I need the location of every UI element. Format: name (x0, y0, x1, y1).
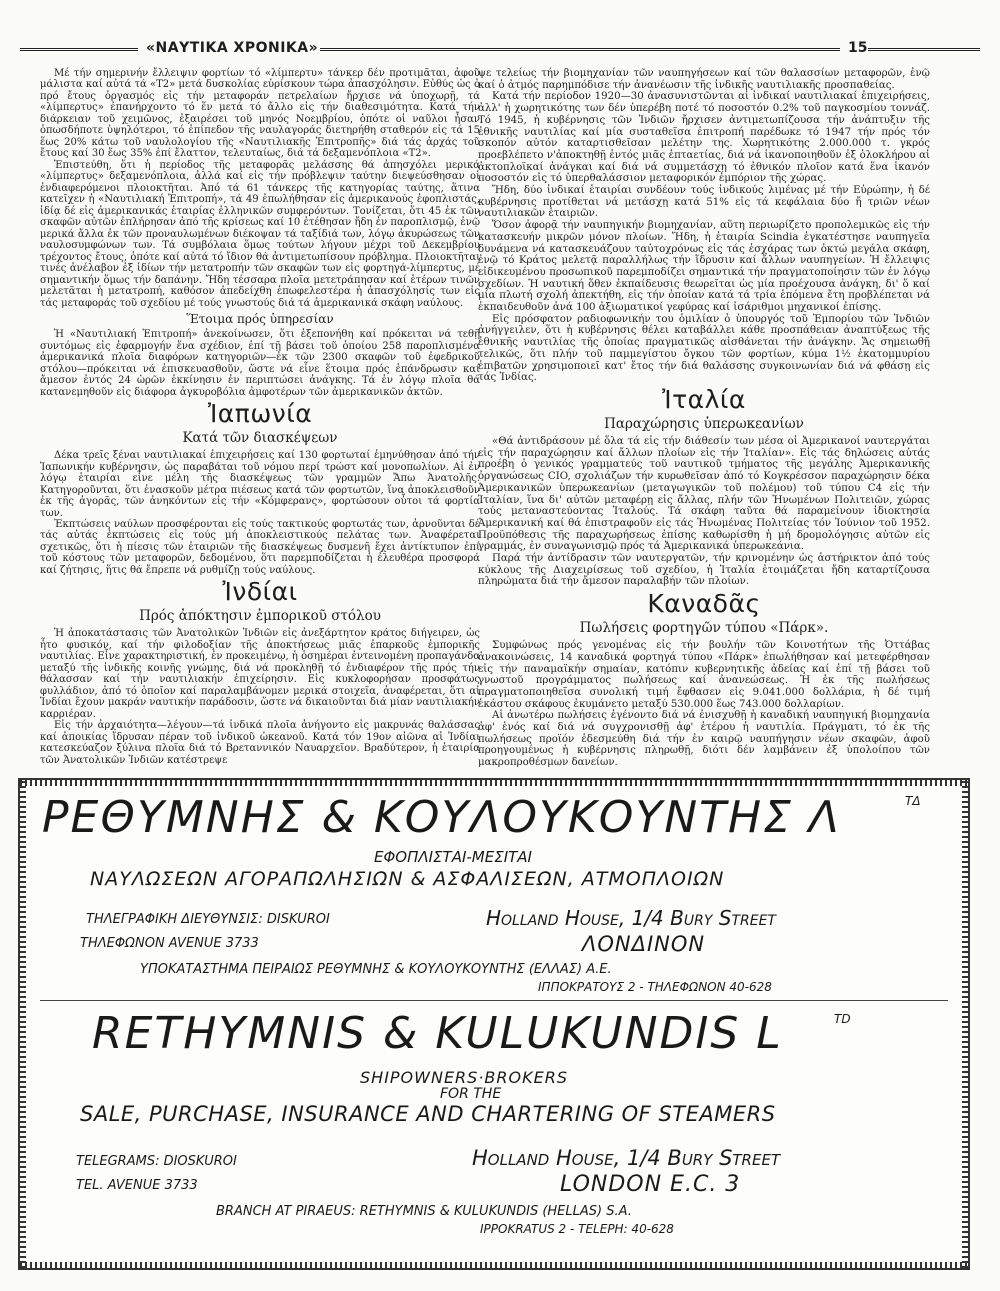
paragraph: Αἱ ἀνωτέρω πωλήσεις ἐγένοντο διά νά ἐνισχυθῇ ἡ καναδική ναυπηγική βιομηχανία ἀφ' ἑνός καί διά νά συγχρονισθῇ ἀφ' ἑτέρου ἡ ναυτιλία. Πράγματι, τό ἐκ τῆς πωλήσεως προϊόν ἐδεσμεύθη διά τήν ἐν καιρῷ ναυπήγησιν νέων σκαφῶν, ἀφοῦ προηγουμένως ἡ κυβέρνησις πληρωθῇ, διότι δέν λαμβάνειν ἐξ ὑπολοίπου τῶν μακροπροθέσμων δανείων. (478, 710, 930, 769)
right-column (478, 68, 930, 769)
subheading-ready: Ἕτοιμα πρός ὑπηρεσίαν (186, 312, 334, 327)
paragraph: Κατά τήν περίοδον 1920—30 ἀνασυνιστῶνται αἱ ἰνδικαί ναυτιλιακαί ἐπιχειρήσεις, ἀλλ' ἡ χωρητικότης των δέν ὑπερέβη ποτέ τό ποσοστόν 0.2% τοῦ παγκοσμίου τοννάζ. Τό 1945, ἡ κυβέρνησις τῶν Ἰνδιῶν ἤρχισεν ἀντιμετωπίζουσα τήν ἀνάπτυξιν τῆς ἐθνικῆς ναυτιλίας καί μία συσταθεῖσα ἐπιτροπή παρέδωκε τό 1947 τήν πρός τόν σκοπόν αὐτόν καταρτισθεῖσαν μελέτην της. Χωρητικότης 2.000.000 τ. γκρός προεβλέπετο ν'ἀποκτηθῇ ἐντός μιᾶς ἑπταετίας, διά νά ἱκανοποιηθοῦν ἐξ ὁλοκλήρου αἱ ἀκτοπλοϊκαί ἀνάγκαι καί διά νά συμμετάσχῃ τό ἐθνικόν πλοῖον κατά ἕνα ἱκανόν ποσοστόν εἰς τό ὑπερθαλάσσιον μεταφορικόν ἐμπόριον τῆς χώρας. (478, 91, 930, 185)
paragraph: Δέκα τρεῖς ξέναι ναυτιλιακαί ἐπιχειρήσεις καί 130 φορτωταί ἐμηνύθησαν ἀπό τήν Ἰαπωνικήν κυβέρνησιν, ὡς παραβάται τοῦ νόμου περί τρώστ καί μονοπωλίων. Αἱ ἐν λόγῳ ἑταιρίαι εἶνε μέλη τῆς διασκέψεως τῶν γραμμῶν Ἄπω Ἀνατολῆς. Κατηγοροῦνται, ὅτι ἐνασκοῦν μέτρα πιέσεως κατά τῶν φορτωτῶν, ἵνα ἀποκλεισθοῦν ἐκ τῆς ἀγορᾶς, τῶν ἀνηκόντων εἰς τήν «Κόμφερανς», φορτώσουν οὗτοι τά φορτία των. (40, 450, 480, 519)
paragraph: Μέ τήν σημερινήν ἔλλειψιν φορτίων τό «λίμπερτυ» τάνκερ δέν προτιμᾶται, ἀφοῦ μάλιστα καί αὐτά τά «Τ2» μετά δυσκολίας εὑρίσκουν τώρα ἀπασχόλησιν. Εὐθύς ὡς ὁ πρό ἔτους ὀργασμός εἰς τήν μεταφοράν πετρελαίων ἤρχισε νά ὑποχωρῇ, τά «λίμπερτυς» ἐπανήρχοντο τό ἕν μετά τό ἄλλο εἰς τήν διαθεσιμότητα. Κατά τήν διάρκειαν τοῦ χειμῶνος, ἐξαιρέσει τοῦ μηνός Νοεμβρίου, ὁπότε οἱ ναῦλοι ἦσαν ὁπωσδήποτε ὑψηλότεροι, τό ἐπίπεδον τῆς ναυλαγοράς διετηρήθη σταθερόν εἰς τά 15 ἕως 20% κάτω τοῦ ναυλολογίου τῆς «Ναυτιλιακῆς Ἐπιτροπῆς» διά τάς ἀρχάς τοῦ ἔτους καί 30 ἕως 35% ἐπί ἔλαττον, τελευταίως, διά τά δεξαμενόπλοια «Τ2». (40, 68, 480, 160)
subheading-canada: Πωλήσεις φορτηγῶν τύπου «Πάρκ». (579, 620, 829, 637)
border-ticks-bottom (20, 1262, 968, 1268)
english-company-suffix: TD (834, 1012, 851, 1026)
greek-phone: ΤΗΛΕΦΩΝΟΝ AVENUE 3733 (80, 936, 259, 951)
subheading-japan: Κατά τῶν διασκέψεων (182, 430, 338, 447)
header-rule-left (20, 48, 138, 51)
greek-city: ΛΟΝΔΙΝΟΝ (582, 932, 706, 956)
english-branch: BRANCH AT PIRAEUS: RETHYMNIS & KULUKUNDIS (HELLAS) S.A. (216, 1204, 632, 1219)
greek-tagline: ΕΦΟΠΛΙΣΤΑΙ-ΜΕΣΙΤΑΙ (374, 848, 532, 866)
english-city: LONDON E.C. 3 (560, 1172, 741, 1197)
english-address: Holland House, 1/4 Bury Street (472, 1146, 781, 1170)
greek-address: Holland House, 1/4 Bury Street (486, 906, 776, 930)
english-tagline: SHIPOWNERS·BROKERS (360, 1068, 568, 1087)
paragraph: Παρά τήν ἀντίδρασιν τῶν ναυτεργατῶν, τήν κρινομένην ὡς ἀστήρικτον ἀπό τούς κύκλους τῆς Διαχειρίσεως τοῦ σχεδίου, ἡ Ἰταλία ἑτοιμάζεται ἤδη καταρτίζουσα πληρώματα διά τήν ἄμεσον παραλαβήν τῶν πλοίων. (478, 553, 930, 588)
publication-title: «ΝΑΥΤΙΚΑ ΧΡΟΝΙΚΑ» (146, 40, 319, 56)
heading-japan: Ἰαπωνία (207, 399, 313, 429)
left-column (40, 68, 480, 766)
heading-italy: Ἰταλία (662, 384, 746, 414)
heading-canada: Καναδᾶς (647, 589, 761, 619)
english-company-name: RETHYMNIS & KULUKUNDIS L (92, 1008, 783, 1059)
heading-india: Ἰνδίαι (222, 577, 298, 607)
page-number: 15 (848, 40, 868, 56)
header-rule-middle (320, 48, 840, 51)
english-tel: TEL. AVENUE 3733 (76, 1178, 198, 1193)
header-rule-right (868, 48, 980, 51)
greek-company-name: ΡΕΘΥΜΝΗΣ & ΚΟΥΛΟΥΚΟΥΝΤΗΣ Λ (42, 792, 841, 843)
paragraph: Ἐκπτώσεις ναύλων προσφέρονται εἰς τούς τακτικούς φορτωτάς των, ἀρνοῦνται δέ τάς αὐτάς ἐκπτώσεις εἰς τούς μή ἀποκλειστικούς πελάτας των. Ἀναφέρεται σχετικῶς, ὅτι ἡ πίεσις τῶν ἑταιριῶν τῆς διασκέψεως δυσμενῆ ἔχει ἀντίκτυπον ἐπί τοῦ κόστους τῶν μεταφορῶν, δεδομένου, ὅτι παρεμποδίζεται ἡ ἐλευθέρα προσφορά καί ζήτησις, ἥτις θά ἔπρεπε νά ρυθμίζῃ τούς ναύλους. (40, 518, 480, 576)
paragraph: Ἡ «Ναυτιλιακή Ἐπιτροπή» ἀνεκοίνωσεν, ὅτι ἐξεπονήθη καί πρόκειται νά τεθῇ συντόμως εἰς ἐφαρμογήν ἕνα σχέδιον, ἐπί τῇ βάσει τοῦ ὁποίου 258 παροπλισμένα ἀμερικανικά πλοῖα διαφόρων κατηγοριῶν—ἐκ τῶν 2300 σκαφῶν τοῦ ἐφεδρικοῦ στόλου—πρόκειται νά ἐπισκευασθοῦν, ὥστε νά εἶνε ἕτοιμα πρός ἐπάνδρωσιν καί ἄμεσον ἐντός 24 ὡρῶν ἐκκίνησιν ἐν περιπτώσει ἀνάγκης. Τά ἐν λόγῳ πλοῖα θά κατανεμηθοῦν εἰς διάφορα ἀγκυροβόλια ἀμφοτέρων τῶν ἀμερικανικῶν ἀκτῶν. (40, 329, 480, 398)
border-ticks-right (962, 780, 968, 1268)
greek-telegraph: ΤΗΛΕΓΡΑΦΙΚΗ ΔΙΕΥΘΥΝΣΙΣ: DISKUROI (86, 912, 330, 927)
greek-branch: ΥΠΟΚΑΤΑΣΤΗΜΑ ΠΕΙΡΑΙΩΣ ΡΕΘΥΜΝΗΣ & ΚΟΥΛΟΥΚΟΥΝΤΗΣ (ΕΛΛΑΣ) Α.Ε. (140, 962, 612, 977)
advertisement-box (18, 778, 970, 1270)
advert-divider (40, 1000, 948, 1001)
subheading-india: Πρός ἀπόκτησιν ἐμπορικοῦ στόλου (139, 608, 381, 625)
greek-company-suffix: ΤΔ (905, 794, 921, 808)
paragraph: ψε τελείως τήν βιομηχανίαν τῶν ναυπηγήσεων καί τῶν θαλασσίων μεταφορῶν, ἐνῷ καί ὁ ἀτμός παρημπόδισε τήν ἀνανέωσιν τῆς ἰνδικῆς ναυτιλιακῆς προσπαθείας. (478, 68, 930, 91)
english-services: SALE, PURCHASE, INSURANCE AND CHARTERING OF STEAMERS (80, 1102, 776, 1126)
english-for-the: FOR THE (440, 1086, 502, 1102)
paragraph: Ἐπιστεύθη, ὅτι ἡ περίοδος τῆς μεταφορᾶς μελάσσης θά ἀπησχόλει μερικά «λίμπερτυς» δεξαμενόπλοια, ἀλλά καί εἰς τήν πρόβλεψιν ταύτην διεψεύσθησαν οἱ ἐνδιαφερόμενοι πλοιοκτῆται. Ἀπό τά 61 τάνκερς τῆς κατηγορίας ταύτης, ἅτινα κατεῖχεν ἡ «Ναυτιλιακή Ἐπιτροπή», τά 49 ἐπωλήθησαν εἰς ἀμερικανούς ἐφοπλιστάς, ἰδίᾳ δέ εἰς ἀμερικανικάς ἑταιρίας ἑλληνικῶν συμφερόντων. Τονίζεται, ὅτι 45 ἐκ τῶν σκαφῶν αὐτῶν ἐπλήρησαν ἀπό τῆς κρίσεως καί 10 ἐτέθησαν ἤδη ἐν παροπλισμῷ, ἐνῷ μερικά ἄλλα ἐκ τῶν προναυλωμένων διέκοψαν τά ταξίδιά των, λόγῳ ἀκυρώσεως τῶν ναυλοσυμφώνων των. Τά συμβόλαια ὅμως τούτων λήγουν μέχρι τοῦ Δεκεμβρίου τρέχοντος ἔτους, ὁπότε καί αὐτά τό ἴδιον θά ἀντιμετωπίσουν πρόβλημα. Πλοιοκτῆται τινές ἀνέλαβον ἐξ ἰδίων τήν μετατροπήν τῶν σκαφῶν των εἰς φορτηγά-λίμπερτυς, μέ σημαντικήν ὅμως τήν δαπάνην. Ἤδη τέσσαρα πλοῖα μετετράπησαν καί ἑτέρων τινῶν μελετᾶται ἡ μετατροπή, καθόσον ἀπεδείχθη ἐπωφελεστέρα ἡ ἀπασχόλησίς των εἰς τάς μεταφοράς τοῦ σχεδίου μέ τούς γνωστούς διά τά ἀμερικανικά σκάφη ναύλους. (40, 159, 480, 309)
paragraph: Ὅσον ἀφορᾷ τήν ναυπηγικήν βιομηχανίαν, αὕτη περιωρίζετο προπολεμικῶς εἰς τήν κατασκευήν μικρῶν μόνον πλοίων. Ἤδη, ἡ ἑταιρία Scindia ἐγκατέστησε ναυπηγεῖα δυνάμενα νά κατασκευάζουν ταὐτοχρόνως εἰς τάς ἐσχάρας των ὀκτώ μεγάλα σκάφη, ἐνῷ τό Κράτος μελετᾷ παραλλήλως τήν ἵδρυσιν καί ἄλλων ναυπηγείων. Ἡ ἔλλειψις εἰδικευμένου προσωπικοῦ παρεμποδίζει σημαντικά τήν πραγματοποίησιν τῶν ἐν λόγῳ σχεδίων. Ἡ ναυτική ὅθεν ἐκπαίδευσις θεωρεῖται ὡς μία προέχουσα ἀνάγκη, δι' ὅ καί μία πλωτή σχολή ἀπεκτήθη, εἰς τήν ὁποίαν κατά τά τρία ἑπόμενα ἔτη προβλέπεται νά ἐκπαιδευθοῦν ἀνά 100 ἀξιωματικοί γεφύρας καί ἰσάριθμοι μηχανικοί ἐπίσης. (478, 220, 930, 314)
paragraph: Ἡ ἀποκατάστασις τῶν Ἀνατολικῶν Ἰνδιῶν εἰς ἀνεξάρτητον κράτος διήγειρεν, ὡς ἦτο φυσικόν, καί τήν φιλοδοξίαν τῆς ἀποκτήσεως μιᾶς ἐπαρκοῦς ἐμπορικῆς ναυτιλίας. Εἶνε χαρακτηριστική, ἐν προκειμένῳ, ἡ ὁσημέραι ἐντεινομένη προπαγάνδα μεταξύ τῆς ἰνδικῆς κοινῆς γνώμης, διά νά προκληθῇ τό ἐνδιαφέρον τῆς πρός τήν θάλασσαν καί τήν ναυτιλιακήν ἐπιχείρησιν. Εἰς κυκλοφορήσαν προσφάτως φυλλάδιον, ἀπό τό ὁποῖον καί παραλαμβάνομεν μερικά στοιχεῖα, ἀναφέρεται, ὅτι αἱ Ἰνδίαι ἔχουν μακράν ναυτικήν παράδοσιν, ὥστε νά δικαιοῦνται διά μίαν ναυτιλιακήν καρριέραν. (40, 628, 480, 720)
border-ticks-top (20, 780, 968, 786)
paragraph: Εἰς πρόσφατον ραδιοφωνικήν του ὁμιλίαν ὁ ὑπουργός τοῦ Ἐμπορίου τῶν Ἰνδιῶν ἀνήγγειλεν, ὅτι ἡ κυβέρνησις θέλει καταβάλλει κάθε προσπάθειαν ἀναπτύξεως τῆς ἐθνικῆς ναυτιλίας τῆς ὁποίας πραγματικῶς αἰσθάνεται τήν ἀνάγκην. Ἄς σημειωθῇ τελικῶς, ὅτι πλήν τοῦ παμμεγίστου ὄγκου τῶν φορτίων, κύμα 1½ ἑκατομμυρίου ἐπιβατῶν χρησιμοποιεῖ κατ' ἔτος τήν διά θαλάσσης συγκοινωνίαν διά νά φθάσῃ εἰς τάς Ἰνδίας. (478, 313, 930, 384)
greek-services: ΝΑΥΛΩΣΕΩΝ ΑΓΟΡΑΠΩΛΗΣΙΩΝ & ΑΣΦΑΛΙΣΕΩΝ, ΑΤΜΟΠΛΟΙΩΝ (90, 868, 725, 890)
greek-branch-address: ΙΠΠΟΚΡΑΤΟΥΣ 2 - ΤΗΛΕΦΩΝΟΝ 40-628 (538, 980, 772, 994)
paragraph: Ἤδη, δύο ἰνδικαί ἑταιρίαι συνδέουν τούς ἰνδικούς λιμένας μέ τήν Εὐρώπην, ἡ δέ κυβέρνησις προτίθεται νά μετάσχῃ κατά 51% εἰς τά κεφάλαια δύο ἤ τριῶν νέων ναυτιλιακῶν ἑταιριῶν. (478, 185, 930, 220)
border-ticks-left (20, 780, 26, 1268)
english-branch-address: IPPOKRATUS 2 - TELEPH: 40-628 (480, 1222, 674, 1236)
paragraph: «Θά ἀντιδράσουν μέ ὅλα τά εἰς τήν διάθεσίν των μέσα οἱ Ἀμερικανοί ναυτεργάται εἰς τήν παραχώρησιν καί ἄλλων πλοίων εἰς τήν Ἰταλίαν». Εἰς τάς δηλώσεις αὐτάς προέβη ὁ γενικός γραμματεύς τοῦ ναυτικοῦ τμήματος τῆς μεγάλης Ἀμερικανικῆς ὀργανώσεως CIO, σχολιάζων τήν κυρωθεῖσαν ἀπό τό Κογκρέσσον παραχώρησιν δέκα Ἀμερικανικῶν ὑπερωκεανίων (μεταγωγικῶν τοῦ πολέμου) τοῦ τύπου C4 εἰς τήν Ἰταλίαν, ἵνα δι' αὐτῶν μεταφέρῃ εἰς ἄλλας, πλήν τῶν Ἡνωμένων Πολιτειῶν, χώρας τούς μεταναστεύοντας Ἰταλούς. Τά σκάφη ταῦτα θά παραμείνουν ἰδιοκτησία Ἀμερικανική καί θά ἐπιστραφοῦν εἰς τάς Ἡνωμένας Πολιτείας τόν Ἰούνιον τοῦ 1952. Προϋπόθεσις τῆς παραχωρήσεως ἐπίσης καθωρίσθη ἡ μή δρομολόγησις αὐτῶν εἰς γραμμάς, ἐν συναγωνισμῷ πρός τά Ἀμερικανικά ὑπερωκεάνια. (478, 435, 930, 553)
english-telegrams: TELEGRAMS: DIOSKUROI (76, 1154, 237, 1169)
subheading-italy: Παραχώρησις ὑπερωκεανίων (604, 415, 804, 432)
paragraph: Συμφώνως πρός γενομένας εἰς τήν βουλήν τῶν Κοινοτήτων τῆς Ὀττάβας ἀνακοινώσεις, 14 καναδικά φορτηγά τύπου «Πάρκ» ἐπωλήθησαν καί μετεφέρθησαν εἰς τήν παναμαϊκήν σημαίαν, κατόπιν κυβερνητικῆς ἀδείας καί ἐπί τῇ βάσει τοῦ γνωστοῦ προγράμματος πωλήσεως καί ἀνανεώσεως. Ἡ ἐκ τῆς πωλήσεως πραγματοποιηθεῖσα συνολική τιμή ἔφθασεν εἰς 9.041.000 δολλάρια, ἡ δέ τιμή ἑκάστου σκάφους ἐκυμάνετο μεταξύ 530.000 ἕως 743.000 δολλαρίων. (478, 640, 930, 710)
page-header (20, 40, 980, 60)
paragraph: Εἰς τήν ἀρχαιότητα—λέγουν—τά ἰνδικά πλοῖα ἀνήγοντο εἰς μακρυνάς θαλάσσας καί ἀποικίας ἵδρυσαν πέραν τοῦ ἰνδικοῦ ὠκεανοῦ. Κατά τόν 19ον αἰῶνα αἱ Ἰνδίαι κατεσκεύαζον ξύλινα πλοῖα διά τό Βρεταννικόν Ναυαρχεῖον. Βραδύτερον, ἡ ἑταιρία τῶν Ἀνατολικῶν Ἰνδιῶν κατέστρεψε (40, 720, 480, 766)
